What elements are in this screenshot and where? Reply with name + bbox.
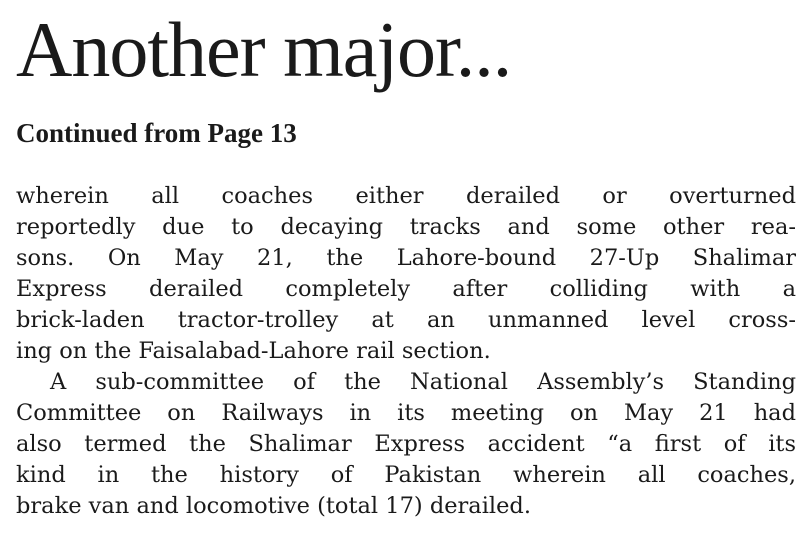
article-line: A sub-committee of the National Assembly’s Standing: [50, 369, 796, 395]
article-line: brick-laden tractor-trolley at an unmanned level cross-: [16, 307, 796, 333]
article-line: kind in the history of Pakistan wherein all coaches,: [16, 462, 796, 488]
article-line: also termed the Shalimar Express accident “a first of its: [16, 431, 796, 457]
article-line: Express derailed completely after colliding with a: [16, 276, 796, 302]
article-line: sons. On May 21, the Lahore-bound 27-Up Shalimar: [16, 245, 796, 271]
article-line: ing on the Faisalabad-Lahore rail section.: [16, 338, 491, 364]
article-line: brake van and locomotive (total 17) derailed.: [16, 493, 531, 519]
continued-from-label: Continued from Page 13: [16, 118, 297, 148]
article-body: [16, 181, 796, 522]
headline: Another major...: [16, 6, 512, 93]
article-line: Committee on Railways in its meeting on May 21 had: [16, 400, 796, 426]
article-line: wherein all coaches either derailed or overturned: [16, 183, 796, 209]
article-line: reportedly due to decaying tracks and some other rea-: [16, 214, 796, 240]
